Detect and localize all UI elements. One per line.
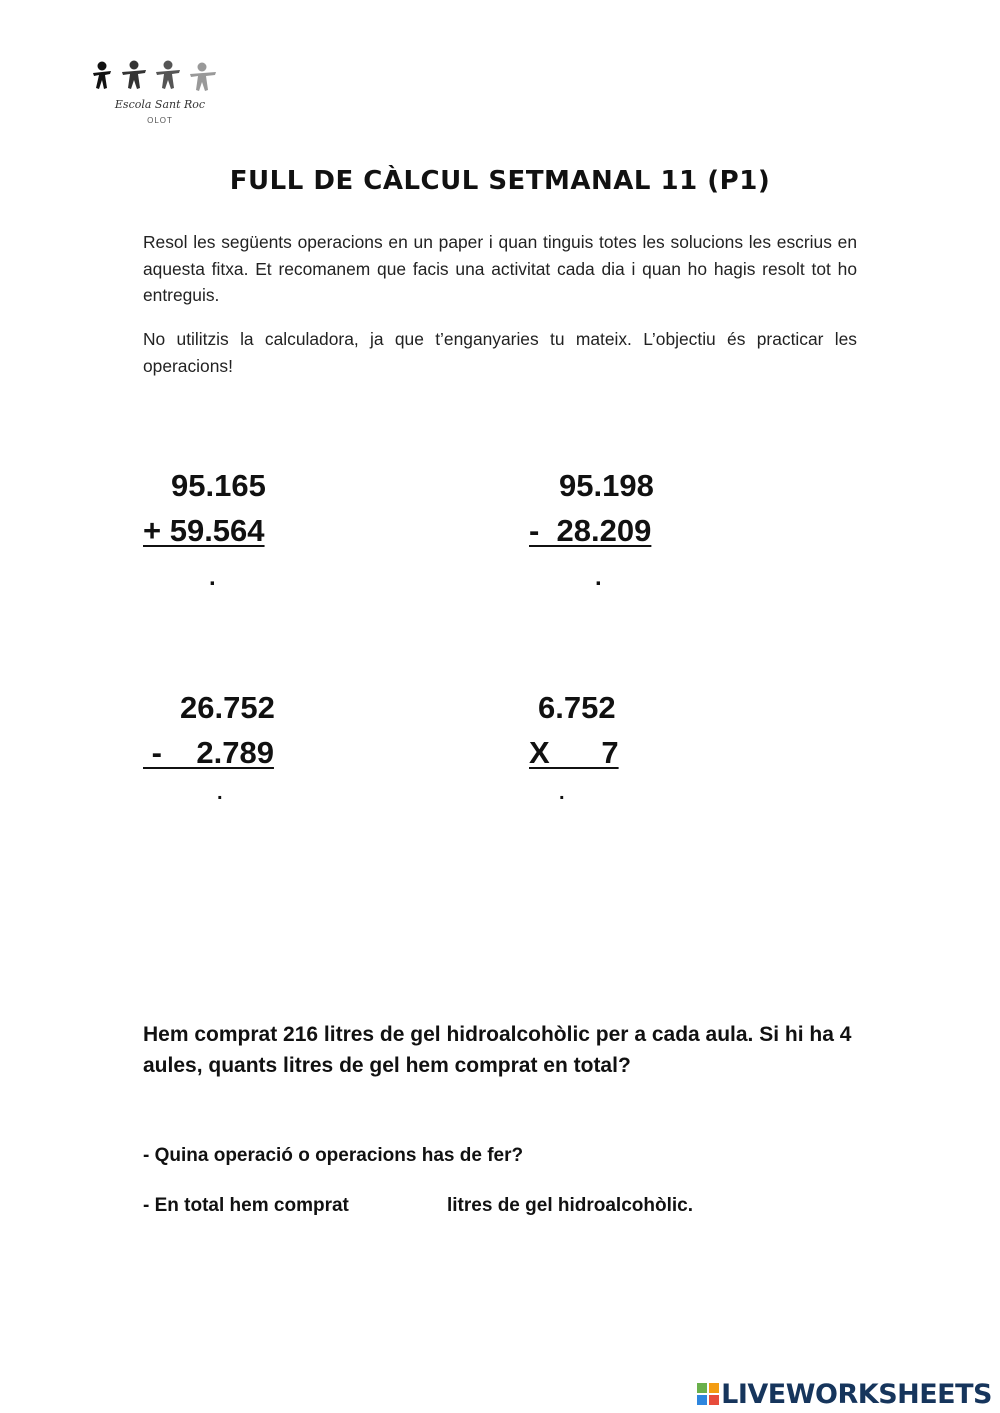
operation-1-top: 95.165	[171, 468, 266, 503]
operation-3-answer[interactable]: .	[217, 782, 223, 804]
page-title: FULL DE CÀLCUL SETMANAL 11 (P1)	[229, 166, 771, 196]
operation-4-bottom: X 7	[529, 735, 619, 770]
operation-3-bottom: - 2.789	[143, 735, 274, 770]
operation-2-bottom: - 28.209	[529, 513, 652, 548]
school-name: Escola Sant Roc	[114, 98, 206, 111]
operation-2-top: 95.198	[559, 468, 654, 503]
question-total-start: - En total hem comprat	[143, 1195, 349, 1216]
operation-1-bottom: + 59.564	[143, 513, 265, 548]
operation-4-top: 6.752	[538, 690, 616, 725]
liveworksheets-logo-icon	[697, 1383, 719, 1405]
word-problem: Hem comprat 216 litres de gel hidroalcohòlic per a cada aula. Si hi ha 4 aules, quants litres de gel hem comprat en total?	[143, 1023, 852, 1077]
operation-1-answer[interactable]: .	[209, 564, 216, 591]
liveworksheets-brand: LIVEWORKSHEETS	[721, 1378, 992, 1410]
question-total-end: litres de gel hidroalcohòlic.	[447, 1195, 693, 1216]
intro-paragraph-1: Resol les següents operacions en un paper i quan tinguis totes les solucions les escrius en aquesta fitxa. Et recomanem que facis una activitat cada dia i quan ho hagis resolt tot ho entreguis.	[143, 232, 857, 305]
operation-3-top: 26.752	[180, 690, 275, 725]
operation-4-answer[interactable]: .	[559, 782, 565, 804]
intro-paragraph-2: No utilitzis la calculadora, ja que t’enganyaries tu mateix. L’objectiu és practicar les operacions!	[143, 329, 857, 376]
question-operation: - Quina operació o operacions has de fer?	[143, 1145, 524, 1166]
school-city: OLOT	[147, 116, 173, 125]
paper-doll-chain-icon	[90, 58, 230, 98]
operation-2-answer[interactable]: .	[595, 564, 602, 591]
liveworksheets-footer	[697, 1377, 992, 1411]
